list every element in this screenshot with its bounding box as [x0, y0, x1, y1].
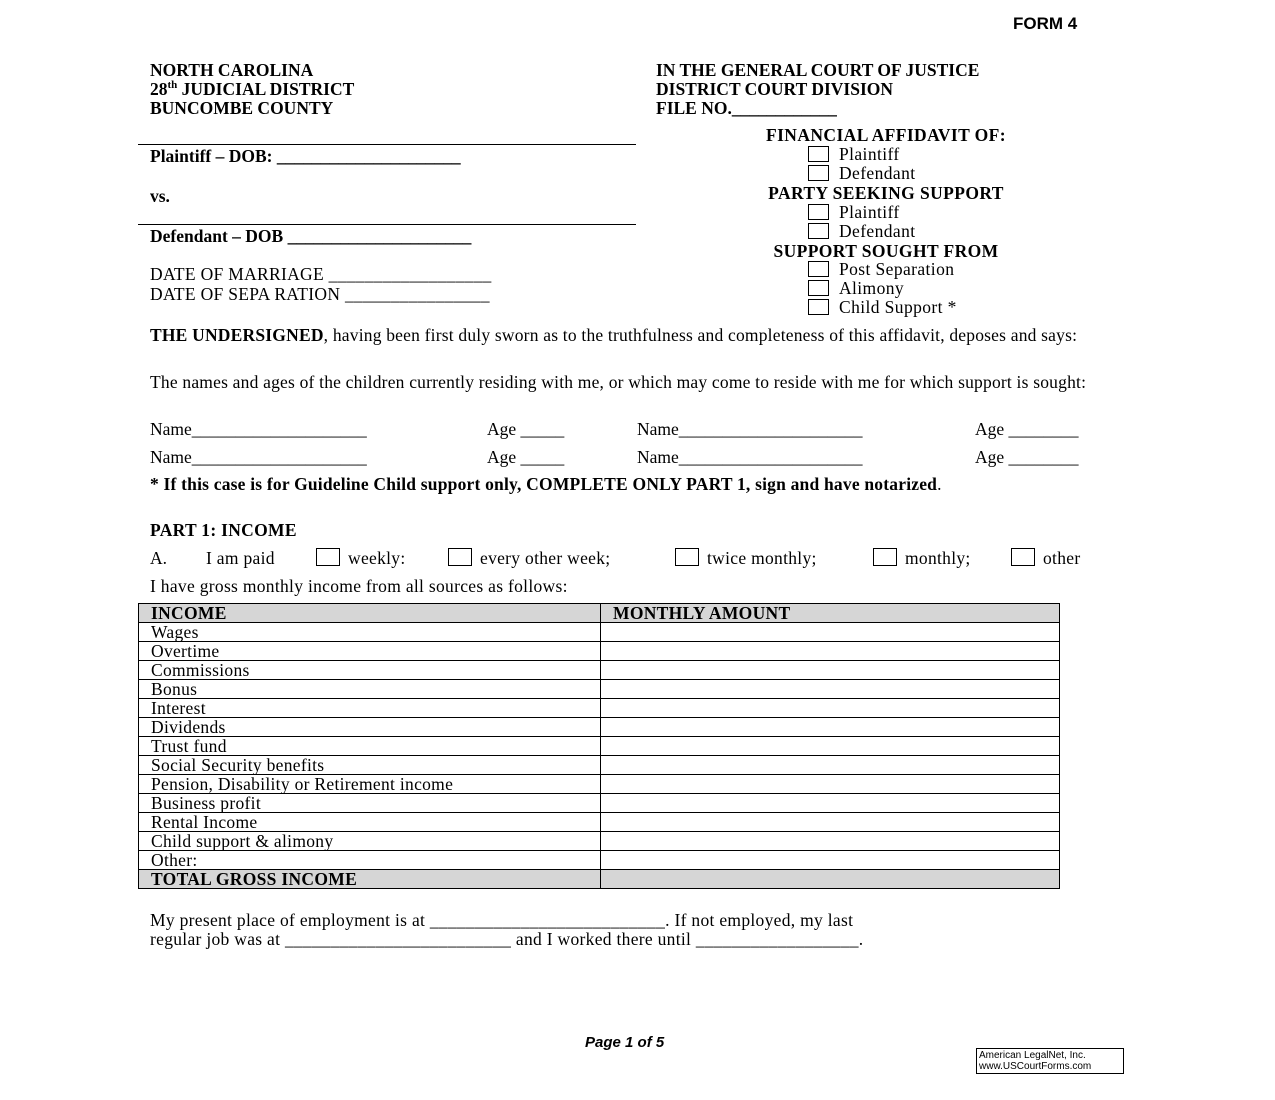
income-category: Pension, Disability or Retirement income	[139, 775, 601, 794]
form-number: FORM 4	[1013, 14, 1078, 33]
monthly-amount-cell[interactable]	[601, 775, 1060, 794]
child-support-option[interactable]: Child Support *	[808, 298, 957, 317]
child-age-field[interactable]: Age ________	[975, 419, 1079, 439]
child-name-field[interactable]: Name____________________	[150, 447, 367, 467]
party-seeking-support-title: PARTY SEEKING SUPPORT	[768, 183, 1004, 203]
children-paragraph: The names and ages of the children currently residing with me, or which may come to reside with me for which support is sought:	[150, 372, 1087, 392]
child-age-field[interactable]: Age _____	[487, 447, 565, 467]
checkbox[interactable]	[448, 548, 472, 566]
support-sought-from-title: SUPPORT SOUGHT FROM	[773, 241, 999, 261]
checkbox[interactable]	[808, 223, 829, 239]
table-row	[139, 718, 1060, 737]
monthly-option[interactable]: monthly;	[873, 548, 971, 568]
date-of-marriage-field[interactable]: DATE OF MARRIAGE __________________	[150, 264, 492, 284]
court-division: DISTRICT COURT DIVISION	[656, 79, 894, 99]
every-other-week-option[interactable]: every other week;	[448, 548, 610, 568]
table-row	[139, 794, 1060, 813]
checkbox[interactable]	[316, 548, 340, 566]
table-row	[139, 661, 1060, 680]
checkbox[interactable]	[808, 146, 829, 162]
last-job-field[interactable]: regular job was at _________________________ and I worked there until __________________.	[150, 929, 864, 949]
defendant-name-line[interactable]	[138, 224, 636, 225]
monthly-amount-cell[interactable]	[601, 756, 1060, 775]
guideline-note: * If this case is for Guideline Child support only, COMPLETE ONLY PART 1, sign and have notarized.	[150, 474, 942, 494]
monthly-amount-cell[interactable]	[601, 832, 1060, 851]
income-category: Rental Income	[139, 813, 601, 832]
affidavit-of-title: FINANCIAL AFFIDAVIT OF:	[766, 125, 1006, 145]
checkbox[interactable]	[873, 548, 897, 566]
income-category: Trust fund	[139, 737, 601, 756]
monthly-amount-cell[interactable]	[601, 718, 1060, 737]
county-name: BUNCOMBE COUNTY	[150, 98, 334, 118]
other-option[interactable]: other	[1011, 548, 1080, 568]
child-name-field[interactable]: Name____________________	[150, 419, 367, 439]
income-category: Wages	[139, 623, 601, 642]
publisher-branding: American LegalNet, Inc. www.USCourtForms.com	[976, 1048, 1124, 1074]
table-row	[139, 851, 1060, 870]
part1-title: PART 1: INCOME	[150, 520, 297, 540]
income-category: Business profit	[139, 794, 601, 813]
income-category: Interest	[139, 699, 601, 718]
seeking-plaintiff-option[interactable]: Plaintiff	[808, 203, 900, 222]
table-row	[139, 699, 1060, 718]
checkbox[interactable]	[808, 280, 829, 296]
checkbox[interactable]	[808, 165, 829, 181]
table-row	[139, 813, 1060, 832]
checkbox[interactable]	[808, 299, 829, 315]
income-column-header: INCOME	[139, 604, 601, 623]
income-category: Child support & alimony	[139, 832, 601, 851]
monthly-amount-cell[interactable]	[601, 623, 1060, 642]
child-name-field[interactable]: Name_____________________	[637, 419, 863, 439]
table-header-row	[139, 604, 1060, 623]
date-of-separation-field[interactable]: DATE OF SEPA RATION ________________	[150, 284, 490, 304]
table-row	[139, 680, 1060, 699]
table-row	[139, 832, 1060, 851]
plaintiff-name-line[interactable]	[138, 144, 636, 145]
post-separation-option[interactable]: Post Separation	[808, 260, 954, 279]
total-gross-income-label: TOTAL GROSS INCOME	[139, 870, 601, 889]
present-employment-field[interactable]: My present place of employment is at __________________________. If not employed, my last	[150, 910, 854, 930]
file-number-field[interactable]: FILE NO.____________	[656, 98, 837, 118]
total-row	[139, 870, 1060, 889]
monthly-amount-cell[interactable]	[601, 680, 1060, 699]
monthly-amount-cell[interactable]	[601, 851, 1060, 870]
table-row	[139, 737, 1060, 756]
checkbox[interactable]	[1011, 548, 1035, 566]
income-category: Overtime	[139, 642, 601, 661]
state-name: NORTH CAROLINA	[150, 60, 314, 80]
twice-monthly-option[interactable]: twice monthly;	[675, 548, 817, 568]
table-row	[139, 623, 1060, 642]
child-age-field[interactable]: Age _____	[487, 419, 565, 439]
checkbox[interactable]	[808, 204, 829, 220]
weekly-option[interactable]: weekly:	[316, 548, 406, 568]
seeking-defendant-option[interactable]: Defendant	[808, 222, 915, 241]
court-name: IN THE GENERAL COURT OF JUSTICE	[656, 60, 980, 80]
monthly-amount-cell[interactable]	[601, 737, 1060, 756]
monthly-amount-cell[interactable]	[601, 661, 1060, 680]
affidavit-of-plaintiff-option[interactable]: Plaintiff	[808, 145, 900, 164]
undersigned-paragraph: THE UNDERSIGNED, having been first duly sworn as to the truthfulness and completeness of this affidavit, deposes and says:	[150, 325, 1078, 345]
income-table	[138, 603, 1060, 889]
gross-income-intro: I have gross monthly income from all sources as follows:	[150, 576, 568, 596]
monthly-amount-cell[interactable]	[601, 813, 1060, 832]
table-row	[139, 775, 1060, 794]
monthly-amount-cell[interactable]	[601, 642, 1060, 661]
child-age-field[interactable]: Age ________	[975, 447, 1079, 467]
income-category: Bonus	[139, 680, 601, 699]
total-gross-income-amount[interactable]	[601, 870, 1060, 889]
page-number: Page 1 of 5	[585, 1034, 665, 1051]
plaintiff-dob-field[interactable]: Plaintiff – DOB: _____________________	[150, 146, 461, 166]
affidavit-of-defendant-option[interactable]: Defendant	[808, 164, 915, 183]
paid-label: I am paid	[206, 548, 275, 568]
monthly-amount-column-header: MONTHLY AMOUNT	[601, 604, 1060, 623]
defendant-dob-field[interactable]: Defendant – DOB _____________________	[150, 226, 472, 246]
income-category: Commissions	[139, 661, 601, 680]
alimony-option[interactable]: Alimony	[808, 279, 904, 298]
child-name-field[interactable]: Name_____________________	[637, 447, 863, 467]
checkbox[interactable]	[808, 261, 829, 277]
monthly-amount-cell[interactable]	[601, 794, 1060, 813]
checkbox[interactable]	[675, 548, 699, 566]
monthly-amount-cell[interactable]	[601, 699, 1060, 718]
table-row	[139, 756, 1060, 775]
table-row	[139, 642, 1060, 661]
versus-label: vs.	[150, 186, 170, 206]
income-category: Social Security benefits	[139, 756, 601, 775]
judicial-district: 28th JUDICIAL DISTRICT	[150, 79, 355, 99]
income-category: Dividends	[139, 718, 601, 737]
income-category: Other:	[139, 851, 601, 870]
item-label-a: A.	[150, 548, 168, 568]
